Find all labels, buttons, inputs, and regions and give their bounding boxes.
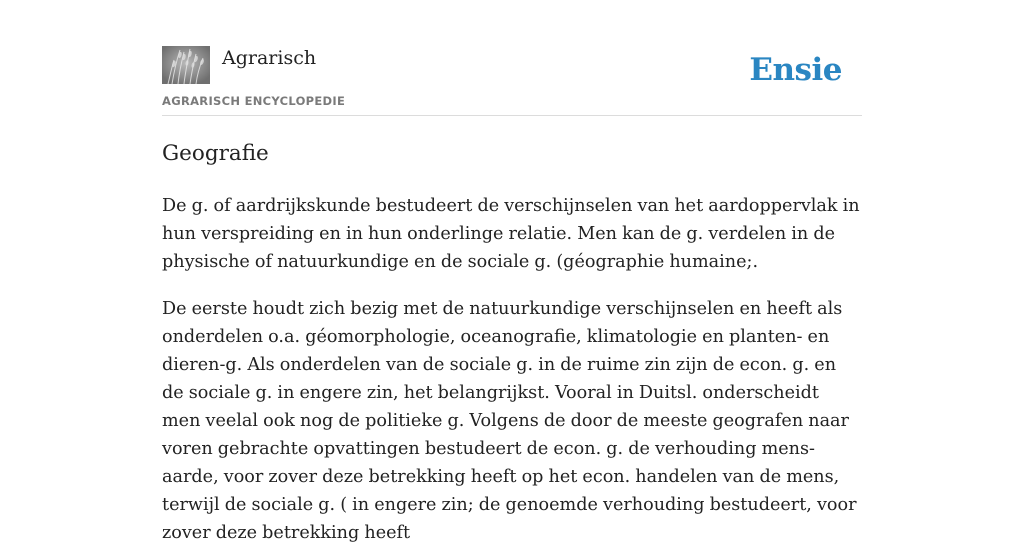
site-name[interactable]: Agrarisch: [222, 47, 317, 69]
article-paragraph: De eerste houdt zich bezig met de natuurkundige verschijnselen en heeft als onderdelen o.a. géomorphologie, oceanografie, klimatologie en planten- en dieren-g. Als onderdelen van de sociale g. in de ruime zin zijn de econ. g. en de sociale g. in engere zin, het belangrijkst. Vooral in Duitsl. onderscheidt men veelal ook nog de politieke g. Volgens de door de meeste geografen naar voren gebrachte opvattingen bestudeert de econ. g. de verhouding mens-aarde, voor zover deze betrekking heeft op het econ. handelen van de mens, terwijl de sociale g. ( in engere zin; de genoemde verhouding bestudeert, voor zover deze betrekking heeft: [162, 299, 857, 543]
article-title: Geografie: [162, 141, 269, 166]
header-divider: [162, 115, 862, 116]
wheat-icon[interactable]: [162, 46, 210, 84]
article: [162, 138, 862, 547]
article-paragraph: De g. of aardrijkskunde bestudeert de verschijnselen van het aardoppervlak in hun verspreiding en in hun onderlinge relatie. Men kan de g. verdelen in de physische of natuurkundige en de sociale g. (géographie humaine;.: [162, 196, 860, 272]
brand-logo-link[interactable]: Ensie: [749, 52, 842, 88]
site-subtitle: AGRARISCH ENCYCLOPEDIE: [162, 94, 346, 108]
site-header: [162, 46, 862, 116]
